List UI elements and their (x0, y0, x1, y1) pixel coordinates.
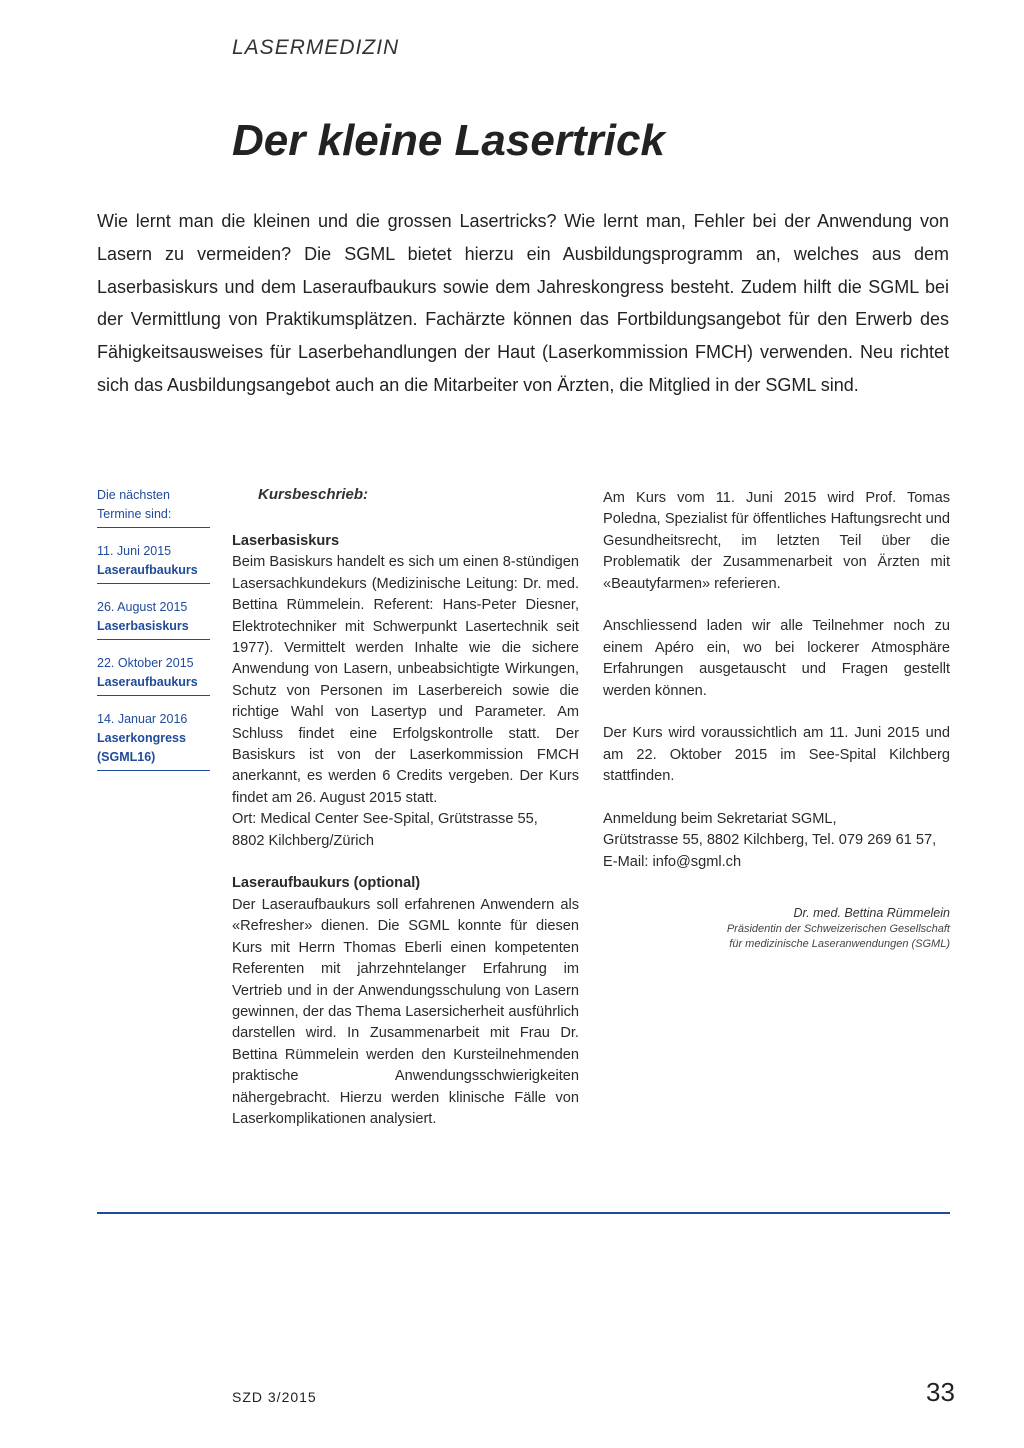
date-entry-course: Laseraufbaukurs (97, 563, 198, 577)
basiskurs-location-line: 8802 Kilchberg/Zürich (232, 832, 374, 849)
date-entry-course: Laseraufbaukurs (97, 675, 198, 689)
right-paragraph: Am Kurs vom 11. Juni 2015 wird Prof. Tomas Poledna, Spezialist für öffentliches Haftungsrecht und Gesundheitsrecht, im letzten Teil über die Problematik der Zusammenarbeit von Ärzten mit «Beautyfarmen» referieren. (603, 490, 950, 592)
spacer (603, 702, 950, 723)
date-entry (97, 654, 210, 696)
author-name: Dr. med. Bettina Rümmelein (793, 906, 950, 921)
date-entry-date: 11. Juni 2015 (97, 544, 172, 558)
article-title: Der kleine Lasertrick (232, 116, 665, 165)
sidebar-intro-block (97, 486, 210, 528)
date-entry-date: 14. Januar 2016 (97, 712, 188, 726)
course-description-column (232, 531, 579, 1130)
signature-block (603, 905, 950, 952)
basiskurs-location (232, 809, 579, 852)
date-entry (97, 710, 210, 771)
registration-info (603, 809, 950, 873)
author-role: Präsidentin der Schweizerischen Gesellschaft (726, 923, 950, 936)
basiskurs-heading: Laserbasiskurs (232, 533, 340, 549)
basiskurs-text: Beim Basiskurs handelt es sich um einen 8-stündigen Lasersachkundekurs (Medizinische Leitung: Dr. med. Bettina Rümmelein. Referent: Hans-Peter Diesner, Elektrotechniker mit Schwerpunkt Lasertechnik seit 1977). Vermittelt werden Inhalte wie die sichere Anwendung von Lasern, unbeabsichtigte Wirkungen, Schutz von Personen im Laserbereich sowie die richtige Wahl von Lasertyp und Parameter. Am Schluss findet eine Erfolgskontrolle statt. Der Basiskurs ist von der Laserkommission FMCH anerkannt, es werden 6 Credits vergeben. Der Kurs findet am 26. August 2015 statt. (232, 554, 579, 806)
right-paragraph: Anschliessend laden wir alle Teilnehmer noch zu einem Apéro ein, wo bei lockerer Atmosphäre Erfahrungen ausgetauscht und Fragen gestellt werden können. (603, 618, 950, 699)
right-column (603, 488, 950, 952)
author-role: für medizinische Laseranwendungen (SGML) (729, 938, 950, 951)
spacer (603, 788, 950, 809)
spacer (603, 873, 950, 905)
spacer (603, 595, 950, 616)
aufbaukurs-text: Der Laseraufbaukurs soll erfahrenen Anwendern als «Refresher» dienen. Die SGML konnte für diesen Kurs mit Herrn Thomas Eberli einen kompetenten Referenten mit jahrzehntelanger Erfahrung im Vertrieb und in der Anwendungsschulung von Lasern gewinnen, der das Thema Lasersicherheit ausführlich darstellen wird. In Zusammenarbeit mit Frau Dr. Bettina Rümmelein werden den Kursteilnehmenden praktische Anwendungsschwierigkeiten nähergebracht. Hierzu werden klinische Fälle von Laserkomplikationen analysiert. (232, 896, 579, 1127)
footer-divider (97, 1212, 950, 1214)
basiskurs-location-line: Ort: Medical Center See-Spital, Grütstrasse 55, (232, 811, 538, 828)
registration-line: Anmeldung beim Sekretariat SGML, (603, 811, 837, 828)
spacer (232, 852, 579, 873)
date-entry (97, 598, 210, 640)
aufbaukurs-heading: Laseraufbaukurs (optional) (232, 875, 421, 892)
date-entry-course: Laserbasiskurs (97, 619, 189, 633)
right-paragraph: Der Kurs wird voraussichtlich am 11. Juni 2015 und am 22. Oktober 2015 im See-Spital Kilchberg stattfinden. (603, 725, 950, 785)
course-description-heading: Kursbeschrieb: (258, 486, 369, 503)
page-number: 33 (926, 1377, 955, 1407)
lead-paragraph: Wie lernt man die kleinen und die grossen Lasertricks? Wie lernt man, Fehler bei der Anwendung von Lasern zu vermeiden? Die SGML bietet hierzu ein Ausbildungsprogramm an, welches aus dem Laserbasiskurs und dem Laseraufbaukurs sowie dem Jahreskongress besteht. Zudem hilft die SGML bei der Vermittlung von Praktikumsplätzen. Fachärzte können das Fortbildungsangebot für den Erwerb des Fähigkeitsausweises für Laserbehandlungen der Haut (Laserkommission FMCH) verwenden. Neu richtet sich das Ausbildungsangebot auch an die Mitarbeiter von Ärzten, die Mitglied in der SGML sind. (97, 211, 949, 395)
section-label: LASERMEDIZIN (232, 36, 400, 59)
sidebar-intro: Die nächsten Termine sind: (97, 488, 172, 521)
registration-email: E-Mail: info@sgml.ch (603, 853, 742, 870)
issue-label: SZD 3/2015 (232, 1389, 317, 1405)
date-entry-date: 22. Oktober 2015 (97, 656, 194, 670)
date-entry-date: 26. August 2015 (97, 600, 188, 614)
date-entry-course: Laserkongress (SGML16) (97, 731, 186, 764)
dates-sidebar (97, 486, 210, 785)
registration-line: Grütstrasse 55, 8802 Kilchberg, Tel. 079 269 61 57, (603, 832, 937, 849)
date-entry (97, 542, 210, 584)
